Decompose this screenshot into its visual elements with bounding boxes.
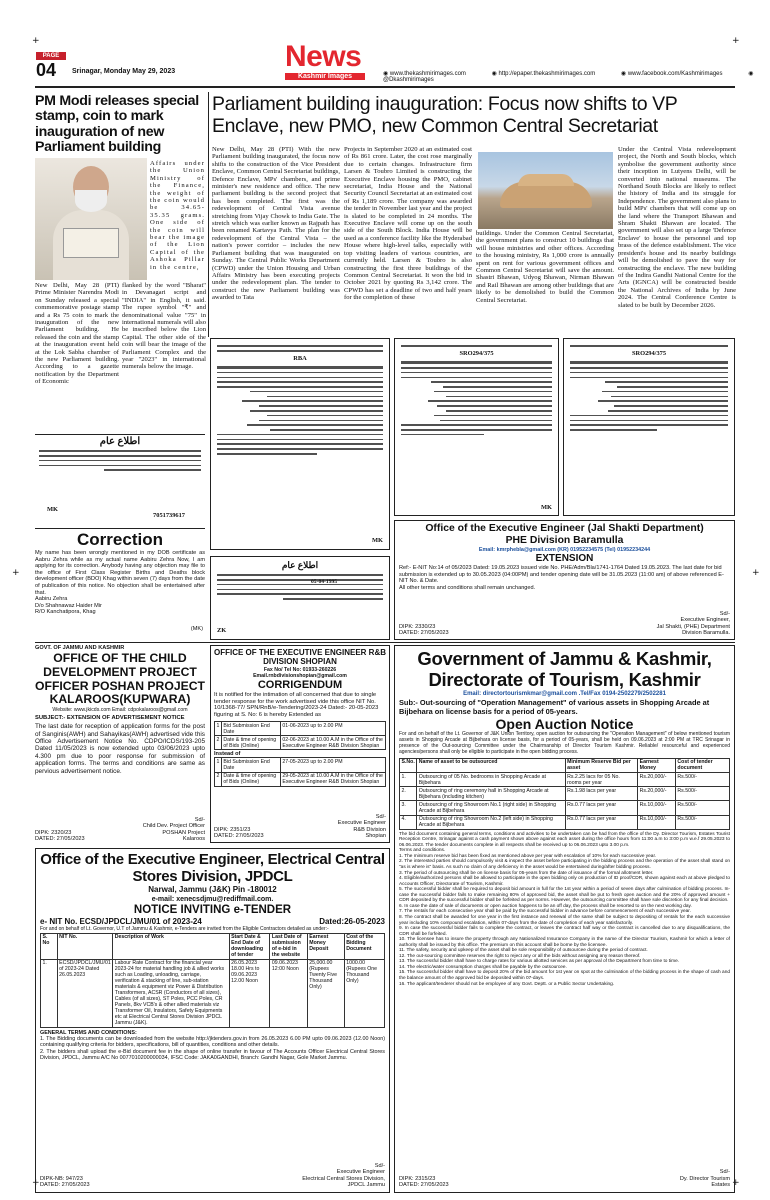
urdu-notice-3 (563, 338, 735, 516)
table-row: 1. ECSD/JPDCL/JMU/01 of 2023-24 Dated 26.05.2023 Labour Rate Contract for the financial year 2023-24 for material handling job & allied works such as Loading, unloading, carriage, verification & stacking of line, sub-station materials & equipment viz Power & Distribution Transformers, ACSR (Conductors of all sizes), Cables (of all sizes), ST Poles, PCC Poles, CR Panels, 8kv VCB's & other allied materials viz Transformer Oil, Insulators, Safety Equipments etc at Electrical Central Stores Division JPDCL Jammu (J&K). 26.05.2023 18.00 Hrs to 09.06.2023 12.00 Noon 09.06.2023 12:00 Noon 25,000.00 (Rupees Twenty Five Thousand Only) 1000.00 (Rupees One Thousand Only) (41, 959, 385, 1027)
tourism-term: 10. The licensee has to insure the property through any Nationalized Insurance Company in the name of the Director Tourism, Kashmir for which a letter of authority shall be issued by this office. The premium on this account shall be borne by the licensee. (399, 937, 730, 948)
header-links (383, 70, 770, 83)
tourism-contact: Email: directortourismkmar@gmail.com .Tel/Fax 0194-2502279/2502281 (463, 691, 666, 697)
tourism-term: 15. The successful bidder shall have to deposit 20% of the bid amount for 1st year on spot at the culmination of the bidding process in the shape of cash and the balance amount of the approved bid be deposited within 07-days. (399, 970, 730, 981)
facebook-link[interactable]: ◉ www.facebook.com/Kashmirimages (620, 71, 723, 77)
mk-code: (MK) (190, 626, 203, 633)
jpdcl-terms-head: GENERAL TERMS AND CONDITIONS: (40, 1029, 137, 1036)
jpdcl-nit: e- NIT No. ECSD/JPDCL/JMU/01 of 2023-24 (40, 916, 202, 926)
parliament-col4: Under the Central Vista redevelopment project, the North and South blocks, which symbolise the government authority since their inception in Lutyens Delhi, will be converted into national museums. The Northand South Blocks are likely to reflect the history of India and its struggle for Independence. The government also plans to build MPs' chambers that will come up on the land where the Transport Bhawan and Shram Shakti Bhawan are located. The government will also set up a large 'Defence Enclave' to house the personnel and top brass of the defence establishment. The vice president's house and its nearby buildings will be demolished to pave the way for constructing the enclave. The new building of the Indira Gandhi National Centre for the Arts (IGNCA) will be constructed beside the National Archives of India by June 2024. The Central Conference Centre is slated to be built by December 2026. (618, 146, 736, 309)
phe-subtitle: PHE Division Baramulla (505, 535, 624, 546)
jpdcl-dipk: DIPK-NB: 947/23 (40, 1176, 83, 1183)
tourism-term: 16. The applicant/tenderer should not be employee of any Govt. Deptt. or a Public Sector Undertaking. (399, 981, 615, 987)
tourism-term: 8. The contract shall be awarded for one year in the first instance and renewal of the same shall be subject to depositing of rentals for the each successive year including 10% compound escalation, within 07-days from the date of completion of each year satisfactorily. (399, 914, 730, 926)
jpdcl-title: Office of the Executive Engineer, Electrical Central Stores Division, JPDCL (40, 851, 385, 885)
table-header: Cost of the Bidding Document (344, 933, 384, 959)
rnb-signature: Sd/- Executive Engineer R&B Division Shopian (337, 813, 386, 840)
correction-title: Correction (77, 530, 163, 549)
correction-relation: D/o Shahnawaz Haider Mir (35, 602, 102, 609)
jpdcl-nit-date: Dated:26-05-2023 (319, 916, 385, 926)
rnb-table-new: 1 Bid Submission End Date 01-06-2023 up to 2.00 PM 2 Date & time of opening of Bids (Online) 02-06-2023 at 10.00 A.M in the Office of the Executive Engineer R&B Division Shopian (214, 721, 386, 750)
column-divider (208, 92, 209, 337)
tourism-subject: Sub:- Out-sourcing of "Operation Management" of various assets in Shopping Arcade at Bijbehara on license basis for a period of 05-years. (399, 698, 710, 716)
urdu-date: 05-04-1995 (311, 579, 338, 585)
correction-signer: Aabiru Zehra (35, 596, 68, 603)
stamp-body-left: New Delhi, May 28 (PTI) Prime Minister Narendra Modi on Sunday released a special commemorative postage stamp and a Rs 75 coin to mark the inauguration of the new Parliament building. He released the coin and the stamp at the inauguration event held at the Lok Sabha chamber of the new Parliament building. According to a gazette notification by the Department of Economic (35, 282, 119, 386)
jpdcl-signature: Sd/- Executive Engineer Electrical Central Stores Division, JPDCL Jammu (302, 1162, 385, 1189)
jpdcl-term-1: 1. The Bidding documents can be downloaded from the website http://jktenders.gov.in from 26.05.2023 6.00 PM upto 09.06.2023 (12.00 Noon) containing qualifying criteria for bidders, specifications, bill of quantities, conditions and other details. (40, 1035, 385, 1049)
parliament-col2: Projects in September 2020 at an estimated cost of Rs 861 crore. Later, the cost rose marginally due to certain changes. Infrastructure firm Larsen & Toubro Limited is constructing the Executive Enclave housing the PMO, cabinet secretariat, India House and the National Security Council Secretariat at an estimated cost of Rs 1,189 crore. The company was awarded the tender in November last year and the project is slated to be completed in 24 months. The Executive Enclave will come up on the south side of the South Block. India House will be used as a conference facility like the Hyderabad House where high-level talks, especially with top visiting leaders of various countries, are currently held. Larsen & Toubro is also constructing the first three buildings of the Common Central Secretariat. It won the bid in October 2021 by quoting Rs 3,142 crore. The CPWD has set a deadline of two and half years for the completion of these (344, 146, 472, 302)
crop-mark-icon: + (752, 568, 760, 578)
rnb-fax: Fax No/ Tel No: 01933-260226 (263, 666, 337, 673)
tourism-term: 2. The interested parties should compulsorily visit & inspect the asset before participating in the bidding process and the operation of the asset shall stand on "as is where is" basis. As such no claim of any deficiency in the asset would be entertained during/after bidding process. (399, 859, 730, 871)
correction-notice (35, 530, 205, 635)
table-header: Cost of tender document (675, 758, 729, 772)
tourism-term: 6. In case the date of sale of documents or open auction happens to be an off day, the process shall be resorted to on the next working day. (399, 903, 692, 909)
tourism-term: 9. In case the successful bidder fails to complete the contract, or leaves the contract half way or the contract is cancelled due to any disqualifications, the CDR shall be forfeited. (399, 926, 730, 937)
rnb-dated: DATED: 27/05/2023 (214, 833, 264, 840)
jpdcl-intro: For and on behalf of Lt. Governor, U.T of Jammu & Kashmir, e-Tenders are invited from the Eligible Contractors detailed as under:- (40, 925, 329, 932)
urdu-notice-2 (394, 338, 559, 516)
tourism-term: 7. The rentals for each consecutive year shall be paid by the successful bidder in advance before commencement of each successive year. (399, 909, 691, 915)
page-number: 04 (36, 60, 57, 80)
tourism-term: The bid document containing general terms, conditions and activities to be undertaken can be had from the office of the Dy. Director Tourism, Estates Tourist Reception Centre, Srinagar against a cash payment shown above against each asset during the office hours from 11:00 a.m to 3:00 p.m w.e.f 29.05.2023 to 06.06.2023. The tender documents complete in all respects shall be received up to 06.06.2023 upto 3.00 p.m. (399, 831, 730, 848)
cdpo-contact: Website: www.jkicds.com Email: cdpokalaroos@gmail.com (52, 707, 188, 714)
table-header: Start Date & End Date of downloading of tender (229, 933, 270, 959)
urdu-notice-4 (210, 556, 390, 640)
table-header: Description of Work (113, 933, 229, 959)
modi-photo (35, 158, 147, 280)
mk-code: MK (371, 537, 383, 545)
table-row: 4. Outsourcing of ring Showroom No.2 (left side) in Shopping Arcade at Bijbehara Rs.0.77 lacs per year Rs.10,000/- Rs.500/- (400, 815, 730, 829)
epaper-link[interactable]: ◉ http://epaper.thekashmirimages.com (491, 71, 596, 77)
stamp-side-text: Affairs under the Union Ministry of the Finance, the weight of the coin would be 34.65-35.35 grams. One side of the coin will bear the image of the Lion Capital of the Ashoka Pillar in the centre, (150, 160, 205, 271)
table-header: Name of asset to be outsourced (417, 758, 565, 772)
phe-signature: Sd/- Executive Engineer, Jal Shakti, (PHE) Department Division Baramulla. (656, 610, 730, 637)
tourism-term: 4. Eligible/authorized persons shall be allowed to participate in the open bidding only on production of ID proof/CDR, shown against each at above pledged to Accounts Officer, Directorate of Tourism, Kashmir. (399, 876, 730, 887)
jpdcl-term-2: 2. The bidders shall upload the e-Bid document fee in the shape of online transfer in favour of The Accounts Officer Electrical Central Stores Division, JPDCL, Jammu A/C No 0077010200000034, IFSC Code: JAKA0GANDHI, Branch: Gandhi Nagar, Gole Market Jammu. (40, 1048, 385, 1062)
tourism-terms (399, 832, 730, 987)
cdpo-title: OFFICE OF THE CHILD DEVELOPMENT PROJECT OFFICER POSHAN PROJECT KALAROOS(KUPWARA) (35, 651, 205, 707)
correction-address: R/O Kanchatipora, Khag (35, 609, 96, 616)
tourism-intro: For and on behalf of the Lt. Governor of J&K Union Territory, open auction for outsourcing the "Operation Management" of below mentioned tourism assets in Shopping Arcade at Bijbehara on license basis, for a period of 05-years, shall be held on 09.06.2023 at 2:00 PM at TRC Srinagar in presence of the Out-sourcing Committee under the Chairmanship of Director Tourism Kashmir. Reliable/ resourceful and experienced agencies/persons shall only be eligible to participate in the open bidding process. (399, 731, 730, 755)
parliament-col1: New Delhi, May 28 (PTI) With the new Parliament building inaugurated, the focus now shifts to the construction of the Vice President Enclave, Common Central Secretariat buildings, Defence Enclave, MPs' chambers, and prime minister's new residence and office. The new parliament building is the second project that has been completed. The first was the redevelopment of Central Vista avenue stretching from Vijay Chowk to India Gate. The stretch which was earlier known as Rajpath has been renamed Kartavya Path. The plan for the redevelopment of the Central Vista – the nation's power corridor – includes the new Parliament building that was inaugurated on Sunday. The Central Public Works Department (CPWD) under the Union Housing and Urban Affairs Ministry has been executing projects under the redevelopment plan. The tender to construct the new Parliament building was awarded to Tata (212, 146, 340, 302)
cdpo-dipk: DIPK: 2320/23 (35, 830, 72, 837)
phe-notice (394, 520, 735, 640)
table-header: Minimum Reserve Bid per asset (565, 758, 638, 772)
tourism-table (399, 758, 730, 830)
table-header: S. No (41, 933, 58, 959)
tourism-heading: Open Auction Notice (495, 716, 634, 733)
rnb-title: OFFICE OF THE EXECUTIVE ENGINEER R&B DIVISION SHOPIAN (214, 648, 387, 667)
rnb-notice (210, 645, 390, 843)
mk-code: MK (540, 504, 552, 512)
rnb-email: Email.rnbdivisionshopian@gmail.com (253, 672, 347, 679)
tourism-signature: Sd/- Dy. Director Tourism Estates (679, 1169, 730, 1189)
tourism-term: 12. The out-sourcing committee reserves the right to reject any or all the bids without assigning any reason thereof. (399, 953, 641, 959)
tourism-dated: DATED: 27/05/2023 (399, 1182, 449, 1189)
stamp-headline: PM Modi releases special stamp, coin to mark inauguration of new Parliament building (35, 93, 199, 156)
crop-mark-icon: + (732, 36, 740, 46)
tourism-title: Government of Jammu & Kashmir, Directorate of Tourism, Kashmir (417, 648, 712, 690)
urdu-ittila-notice (35, 436, 205, 526)
notice-ref: SRO294/375 (631, 349, 667, 357)
phe-dated: DATED: 27/05/2023 (399, 630, 449, 637)
mk-code: MK (47, 506, 59, 513)
jpdcl-notice (35, 848, 390, 1193)
jpdcl-table (40, 933, 385, 1028)
dateline: Srinagar, Monday May 29, 2023 (72, 68, 176, 75)
jpdcl-heading: NOTICE INVITING e-TENDER (133, 904, 292, 916)
tourism-term: 1. The minimum reserve bid has been fixed as mentioned above per year with escalation of 10% for each successive year. (399, 853, 657, 859)
table-header: Earnest Money (638, 758, 676, 772)
parliament-col3: buildings. Under the Common Central Secretariat, the government plans to construct 10 buildings that will house ministries and other offices. According to the housing ministry, Rs 1,000 crore is annually spent on rent for various government offices and Common Central Secretariat will save the amount. Shastri Bhawan, Udyog Bhawan, Nirman Bhawan and Rail Bhawan are among other buildings that are likely to be demolished to build the Common Central Secretariat. (476, 230, 614, 304)
table-row: 1. Outsourcing of 05 No. bedrooms in Shopping Arcade at Bijbehara Rs.2.25 lacs for 05 No. rooms per year Rs.20,000/- Rs.500/- (400, 773, 730, 787)
phe-extra: All other terms and conditions shall remain unchanged. (399, 584, 536, 591)
crop-mark-icon: + (32, 36, 40, 46)
tourism-term: 14. The electric/water consumption charges shall be payable by the outsourcee. (399, 964, 567, 970)
phe-body: E-NIT No:14 of 05/2023 Dated: 19.05.2023 issued vide No. PHE/Adm/Bla/1741-1764 Dated 19.05.2023. The last date for bid submission is extended up to 30.05.2023 (04:00PM) and tender opening date will be 31.05.2023 (11:00 am) of above referenced E-NIT No. & Date. (399, 565, 724, 585)
jpdcl-address: Narwal, Jammu (J&K) Pin -180012 (148, 885, 277, 894)
table-header: S.No. (400, 758, 417, 772)
tourism-dipk: DIPK: 2315/23 (399, 1176, 436, 1183)
masthead-title: News (285, 40, 362, 73)
phe-title: Office of the Executive Engineer (Jal Shakti Department) (425, 523, 704, 534)
tourism-term: 3. The period of outsourcing shall be on license basis for 05-years from the date of issuance of the formal allotment letter. (399, 870, 654, 876)
cdpo-notice (35, 645, 205, 845)
page-badge (36, 52, 66, 82)
masthead (285, 42, 365, 82)
table-header: NIT No. (57, 933, 113, 959)
urdu-notice-1: RBA MK (210, 338, 390, 550)
phe-contact: Email: kmrphebla@gmail.com (KR) 01952234575 (Tel) 01952234244 (478, 547, 651, 553)
cdpo-signature: Sd/- Child Dev. Project Officer POSHAN Project Kalaroos (142, 816, 205, 843)
ittila-phone: 7051739617 (153, 512, 185, 519)
table-row: 2. Outsourcing of ring ceremony hall in Shopping Arcade at Bijbehara (including kitchen) Rs.1.98 lacs per year Rs.20,000/- Rs.500/- (400, 787, 730, 801)
rnb-body: It is notified for the intimation of all concerned that due to single tender response for the work advertised vide this office NIT No. 10/1368-77/ SPN/RnB/e-Tendering/2023-24 Dated:- 20-05-2023 figuring at S. No: 6 is hereby Extended as (214, 691, 379, 719)
tourism-term: 11. The safety, security and upkeep of the asset shall be sole responsibility of outsourcee during the period of contract. (399, 948, 648, 954)
table-header: Last Date of submission of e-bid in the website (270, 933, 307, 959)
rnb-dipk: DIPK: 2351/23 (214, 827, 251, 834)
jpdcl-email: e-mail: xenecsdjmu@rediffmail.com. (151, 896, 274, 903)
ittila-title: اطلاع عام (99, 436, 141, 447)
jpdcl-dated: DATED: 27/05/2023 (40, 1182, 90, 1189)
twitter-link[interactable]: ◉ @Dkashmirimages (383, 71, 754, 83)
tourism-term: Terms and conditions. (399, 848, 446, 854)
header-rule (35, 86, 735, 88)
table-header: Earnest Money Deposit (307, 933, 344, 959)
tourism-term: 5. The successful bidder shall be required to deposit bid amount in full for the 1st year within a period of seven days after culmination of bidding process. In-case the successful bidder fails to make remaining 80% of approved bid, the asset shall be put to fresh open auction and the 20% of approved amount + CDR deposited by the successful bidder shall be forfeited as per norms. However, the outsourcing committee shall have sole discretion for any final decision. (399, 887, 730, 904)
rnb-instead: Instead of (214, 751, 241, 758)
zk-code: ZK (217, 627, 227, 635)
tourism-term: 13. The successful bidder shall have to charge rates for various allotted services as per approval of the Department from time to time. (399, 959, 680, 965)
website-link[interactable]: ◉ www.thekashmirimages.com (383, 71, 466, 77)
tourism-notice (394, 645, 735, 1193)
table-row: 3. Outsourcing of ring Showroom No.1 (right side) in Shopping Arcade at Bijbehara Rs.0.77 lacs per year Rs.10,000/- Rs.500/- (400, 801, 730, 815)
parliament-headline: Parliament building inauguration: Focus now shifts to VP Enclave, new PMO, new Common Central Secretariat (212, 93, 678, 137)
phe-ref: Ref:- (399, 565, 412, 571)
notice-ref: SRO294/375 (459, 349, 494, 357)
cdpo-dated: DATED: 27/05/2023 (35, 836, 85, 843)
stamp-body-right: flanked by the word "Bharat" in Devanagari script and "INDIA" in English, it said. The rupee symbol "₹" and denominational value "75" in international numerals will also be inscribed below the Lion Capital. The other side of the coin will bear the image of the Parliament Complex and the year "2023" in international numerals below the image. (122, 282, 206, 371)
ittila-title: اطلاع عام (281, 560, 319, 570)
rnb-heading: CORRIGENDUM (257, 678, 343, 691)
phe-dipk: DIPK: 2330/23 (399, 624, 436, 631)
phe-heading: EXTENSION (535, 553, 594, 564)
rnb-table-old: 1 Bid Submission End Date 27-05-2023 up to 2.00 PM 2 Date & time of opening of Bids (Online) 29-05-2023 at 10.00 A.M in the Office of the Executive Engineer R&B Division Shopian (214, 757, 386, 786)
crop-mark-icon: + (32, 1178, 40, 1188)
parliament-photo (478, 152, 613, 229)
cdpo-body: The last date for reception of application forms for the post of Sanginis(AWH) and Sahayikas(AWH) advertised vide this Office Advertisement Notice No. CDPO/ICDS/193-205 Dated 11/05/2023 is now extended upto 03/06/2023 upto 4.300 pm due to poor response for submission of application forms. The terms and conditions are same as pervious advertisement notice. (35, 723, 205, 775)
crop-mark-icon: + (12, 568, 20, 578)
masthead-sub: Kashmir Images (285, 73, 365, 80)
page-label: PAGE (36, 52, 66, 60)
crop-mark-icon: + (732, 1178, 740, 1188)
cdpo-subject: SUBJECT:- EXTENSION OF ADVERTISEMENT NOTICE (35, 715, 185, 722)
correction-body: My name has been wrongly mentioned in my DOB certificate as Aabru Zehra while as my actual name Aabiru Zehra Now, I am applying for its correction. Anybody having any objection may file to the office of First Class Register Births and Deaths block development officer (BDO) Khag within seven (7) days from the date of publication of this notice. No objection shall be entertained after that. (35, 550, 205, 596)
cdpo-govt: GOVT. OF JAMMU AND KASHMIR (35, 645, 125, 651)
